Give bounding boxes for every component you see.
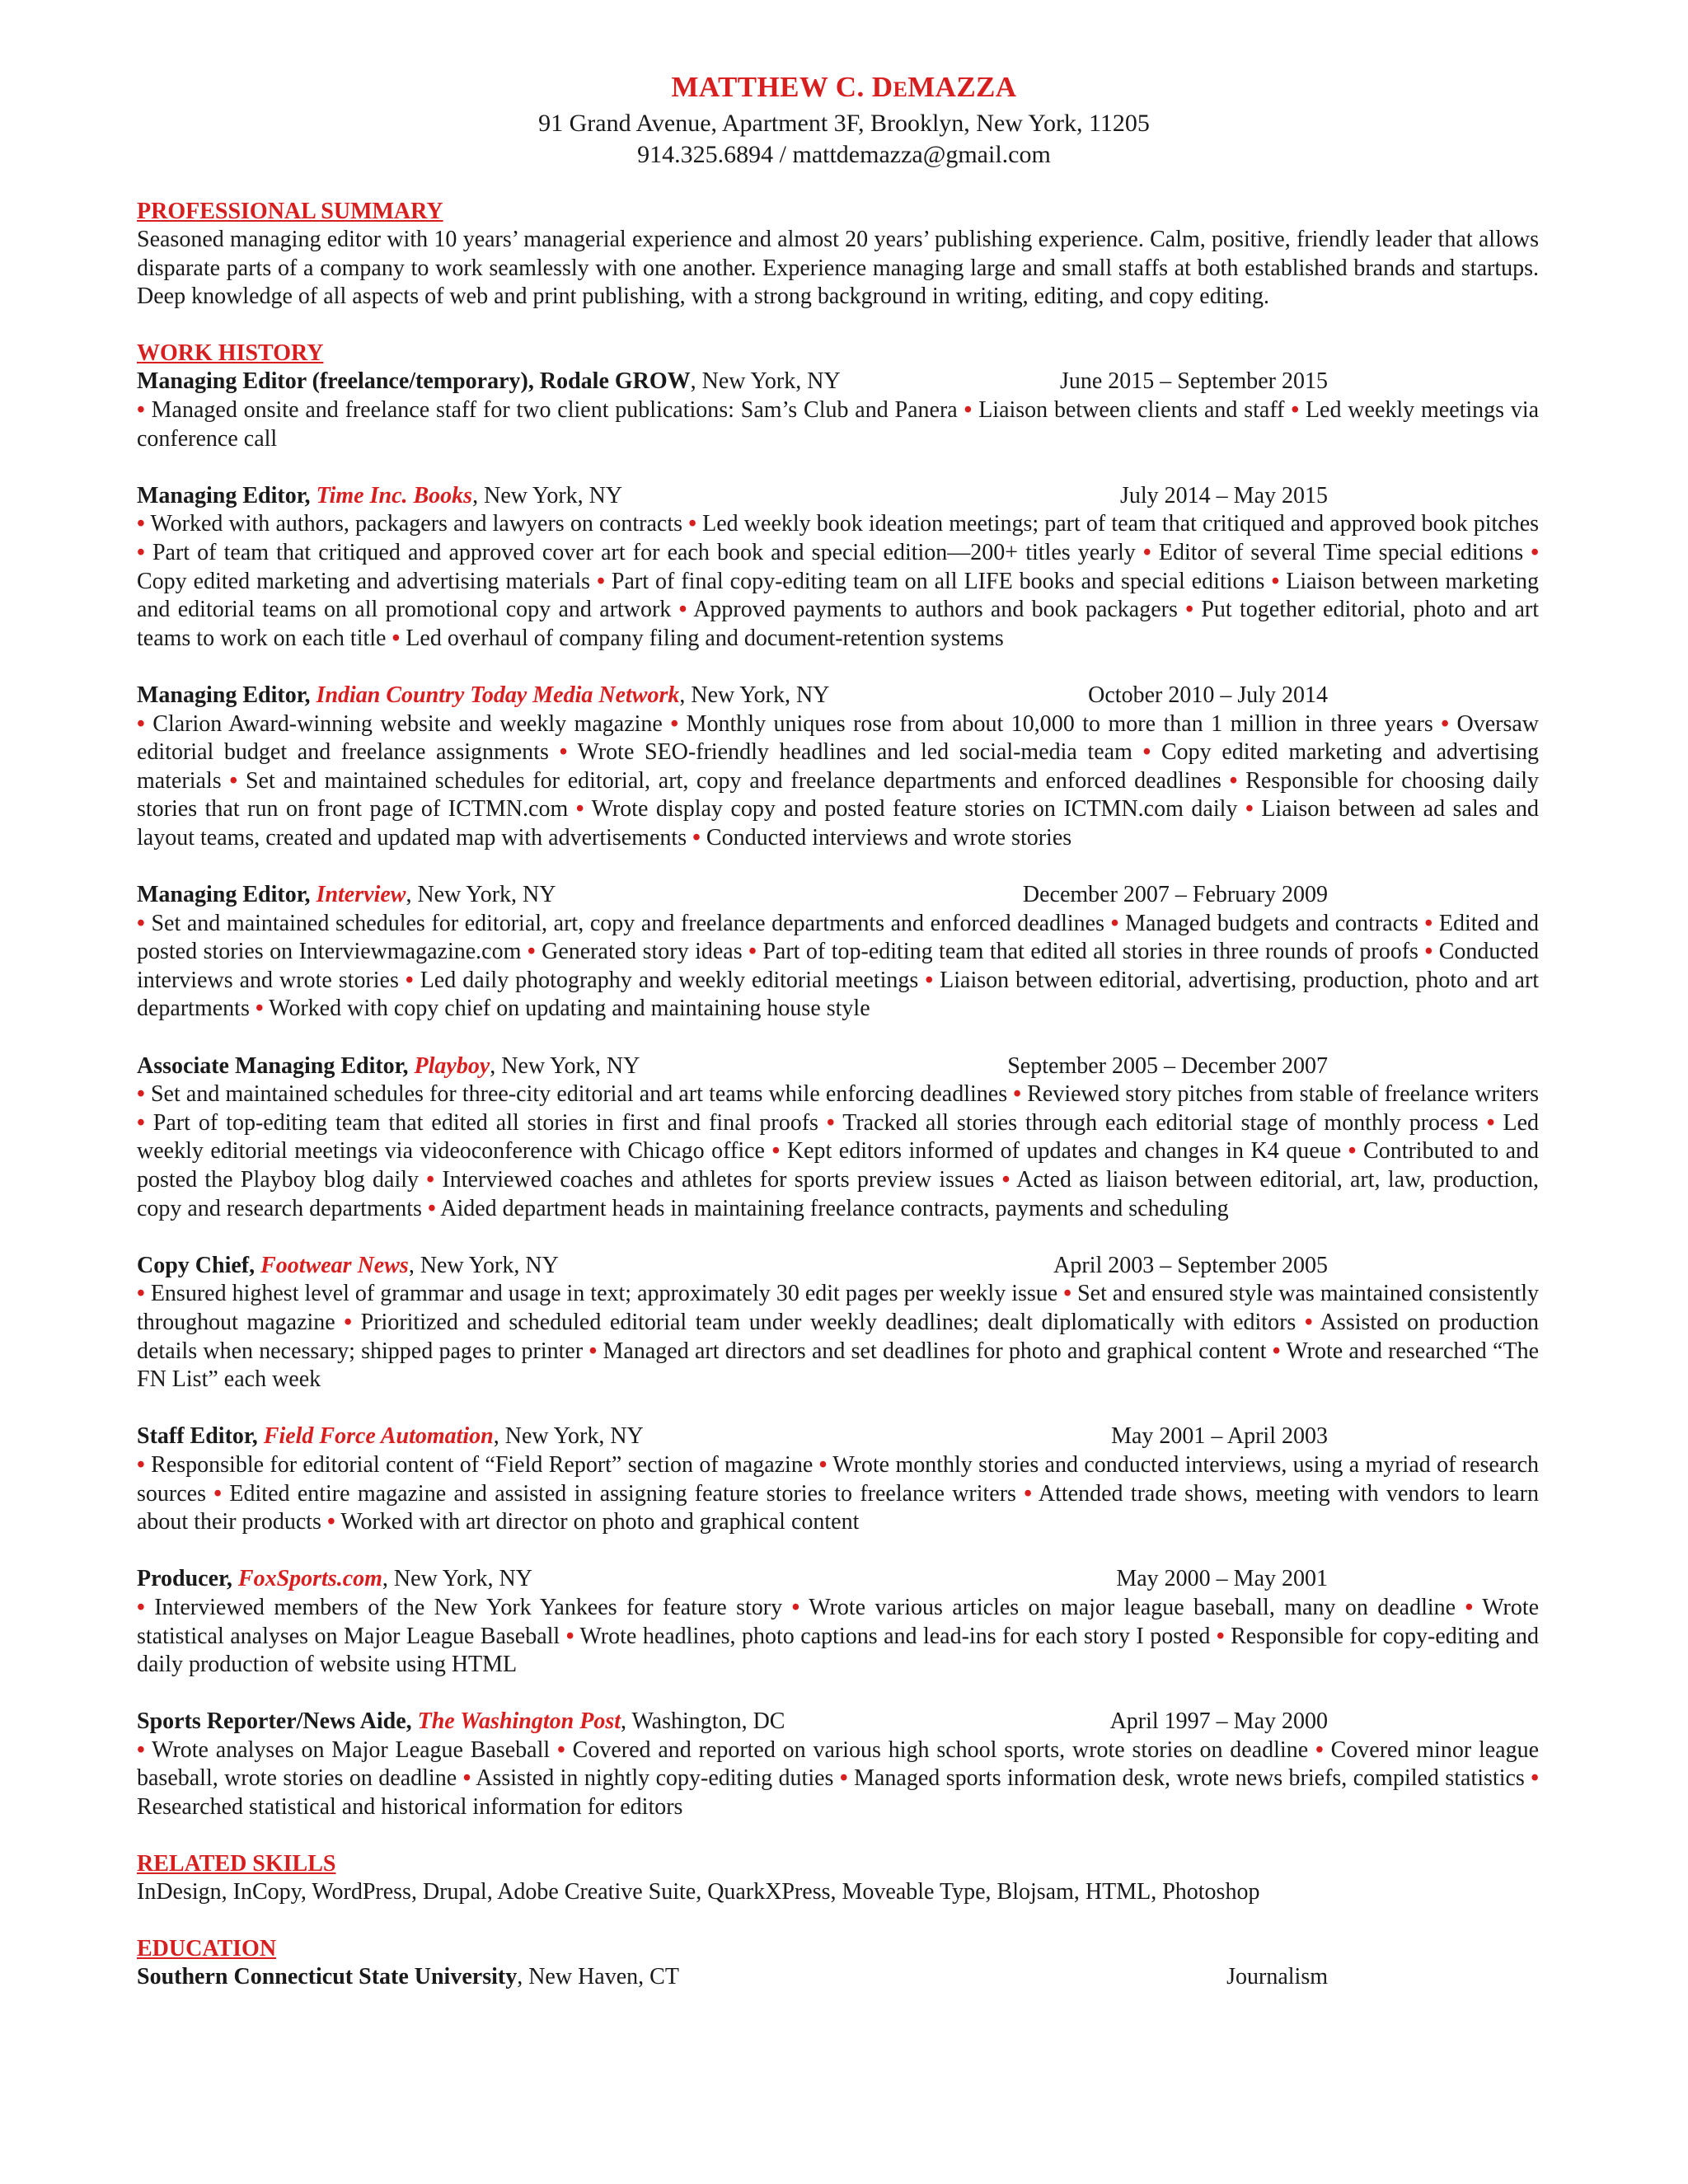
job-bullet: Part of team that critiqued and approved cover art for each book and special edition—200+ titles yearly — [152, 539, 1136, 565]
bullet-dot: • — [137, 710, 145, 737]
job-entry — [137, 682, 1539, 853]
job-bullet: Managed sports information desk, wrote news briefs, compiled statistics — [854, 1765, 1525, 1792]
job-title: Managing Editor, — [137, 882, 316, 908]
job-bullet: Set and maintained schedules for three-city editorial and art teams while enforcing deadlines — [150, 1081, 1008, 1108]
bullet-dot: • — [1063, 1281, 1072, 1307]
bullet-dot: • — [1024, 1480, 1033, 1507]
section-title-work-history: WORK HISTORY — [137, 340, 324, 367]
job-location: , New York, NY — [490, 1052, 640, 1079]
bullet-dot: • — [392, 625, 401, 651]
job-bullet: Conducted interviews and wrote stories — [137, 939, 1540, 993]
bullet-dot: • — [597, 568, 605, 594]
bullet-dot: • — [559, 739, 568, 766]
bullet-dot: • — [405, 967, 414, 993]
bullet-dot: • — [688, 511, 696, 537]
job-dates: May 2001 – April 2003 — [1111, 1423, 1328, 1450]
job-bullet: Clarion Award-winning website and weekly magazine — [152, 710, 663, 737]
job-title: Managing Editor, — [137, 682, 316, 708]
job-bullet: Part of final copy-editing team on all LIFE books and special editions — [611, 568, 1265, 594]
education-field: Journalism — [1226, 1964, 1328, 1990]
bullet-dot: • — [1142, 739, 1151, 766]
job-location: , New York, NY — [690, 368, 841, 395]
job-company: FoxSports.com — [237, 1566, 382, 1592]
job-bullet: Tracked all stories through each editorial stage of monthly process — [842, 1109, 1479, 1136]
bullet-dot: • — [964, 396, 973, 423]
job-title: Sports Reporter/News Aide, — [137, 1708, 418, 1735]
bullet-dot: • — [1142, 539, 1151, 565]
job-bullet: Liaison between clients and staff — [978, 396, 1285, 423]
section-title-skills: RELATED SKILLS — [137, 1851, 336, 1877]
name-part: MATTHEW C. D — [671, 71, 893, 103]
job-company: Interview — [316, 882, 406, 908]
bullet-dot: • — [137, 1281, 145, 1307]
job-bullet: Led overhaul of company filing and document-retention systems — [406, 625, 1004, 651]
job-bullet: Wrote and researched “The FN List” each week — [137, 1338, 1540, 1393]
bullet-dot: • — [791, 1594, 800, 1620]
bullet-dot: • — [462, 1765, 471, 1792]
job-bullet: Researched statistical and historical information for editors — [137, 1794, 683, 1821]
job-header — [137, 1422, 1539, 1451]
job-bullet: Interviewed members of the New York Yankees for feature story — [154, 1594, 783, 1620]
job-bullet: Edited entire magazine and assisted in assigning feature stories to freelance writers — [229, 1480, 1016, 1507]
bullet-dot: • — [1315, 1736, 1324, 1763]
job-bullet: Interviewed coaches and athletes for sports preview issues — [442, 1167, 995, 1193]
job-entry — [137, 1252, 1539, 1394]
job-entry — [137, 1422, 1539, 1536]
job-location: , New York, NY — [382, 1566, 532, 1592]
job-bullet: Worked with authors, packagers and lawyers on contracts — [150, 511, 683, 537]
job-bullet: Put together editorial, photo and art teams to work on each title — [137, 597, 1539, 651]
school-location: , New Haven, CT — [517, 1964, 679, 1990]
bullet-dot: • — [818, 1451, 828, 1478]
job-bullet: Copy edited marketing and advertising materials — [137, 568, 591, 594]
bullet-dot: • — [1271, 568, 1280, 594]
bullet-dot: • — [427, 1195, 436, 1221]
job-location: , New York, NY — [408, 1252, 559, 1278]
bullet-dot: • — [344, 1309, 353, 1335]
job-bullet: Generated story ideas — [542, 939, 743, 965]
job-bullet: Part of top-editing team that edited all stories in three rounds of proofs — [762, 939, 1418, 965]
bullet-dot: • — [1245, 796, 1254, 823]
job-bullets — [137, 710, 1539, 853]
bullet-dot: • — [557, 1736, 565, 1763]
job-bullet: Wrote headlines, photo captions and lead-ins for each story I posted — [579, 1623, 1211, 1649]
bullet-dot: • — [1486, 1109, 1495, 1136]
resume-body — [137, 198, 1539, 1992]
bullet-dot: • — [1272, 1338, 1281, 1364]
bullet-dot: • — [565, 1623, 574, 1649]
section-title-summary: PROFESSIONAL SUMMARY — [137, 199, 443, 224]
job-entry — [137, 482, 1539, 654]
job-bullet: Managed art directors and set deadlines for photo and graphical content — [603, 1338, 1267, 1364]
job-bullet: Kept editors informed of updates and changes in K4 queue — [786, 1138, 1342, 1165]
bullet-dot: • — [692, 824, 701, 851]
job-bullet: Liaison between marketing and editorial teams on all promotional copy and artwork — [137, 568, 1540, 623]
bullet-dot: • — [1110, 910, 1119, 936]
job-bullet: Wrote monthly stories and conducted interviews, using a myriad of research sources — [137, 1451, 1540, 1507]
job-entry — [137, 368, 1539, 453]
job-bullet: Acted as liaison between editorial, art, law, production, copy and research departments — [137, 1167, 1540, 1221]
job-bullet: Oversaw editorial budget and freelance assignments — [137, 710, 1540, 766]
bullet-dot: • — [1291, 396, 1300, 423]
job-bullet: Worked with copy chief on updating and maintaining house style — [269, 996, 870, 1022]
bullet-dot: • — [137, 539, 145, 565]
job-bullet: Led weekly editorial meetings via videoconference with Chicago office — [137, 1109, 1540, 1165]
contact-line: 914.325.6894 / mattdemazza@gmail.com — [637, 141, 1051, 168]
job-bullets — [137, 1594, 1539, 1680]
job-dates: October 2010 – July 2014 — [1088, 682, 1328, 708]
job-header — [137, 1052, 1539, 1081]
job-bullets — [137, 1080, 1539, 1223]
job-header — [137, 1708, 1539, 1736]
job-title: Managing Editor, — [137, 482, 316, 509]
job-bullet: Responsible for choosing daily stories that run on front page of ICTMN.com — [137, 767, 1540, 823]
job-title: Copy Chief, — [137, 1252, 261, 1278]
job-bullet: Wrote SEO-friendly headlines and led social-media team — [577, 739, 1132, 766]
job-company: Field Force Automation — [263, 1423, 494, 1450]
bullet-dot: • — [839, 1765, 848, 1792]
job-bullet: Managed onsite and freelance staff for two client publications: Sam’s Club and Panera — [151, 396, 958, 423]
job-header — [137, 368, 1539, 396]
job-bullet: Part of top-editing team that edited all stories in first and final proofs — [152, 1109, 818, 1136]
job-header — [137, 682, 1539, 710]
job-title: Staff Editor, — [137, 1423, 264, 1450]
bullet-dot: • — [229, 767, 238, 794]
job-dates: April 1997 – May 2000 — [1109, 1708, 1328, 1735]
job-location: , New York, NY — [493, 1423, 644, 1450]
section-title-education: EDUCATION — [137, 1936, 277, 1962]
bullet-dot: • — [1013, 1081, 1022, 1108]
job-bullet: Set and maintained schedules for editorial, art, copy and freelance departments and enforced deadlines — [245, 767, 1221, 794]
job-bullet: Managed budgets and contracts — [1125, 910, 1418, 936]
bullet-dot: • — [670, 710, 679, 737]
bullet-dot: • — [1229, 767, 1238, 794]
name-part-small: E — [893, 77, 908, 101]
bullet-dot: • — [1465, 1594, 1474, 1620]
bullet-dot: • — [1424, 910, 1433, 936]
job-dates: June 2015 – September 2015 — [1059, 368, 1328, 395]
job-bullet: Responsible for editorial content of “Field Report” section of magazine — [151, 1451, 814, 1478]
bullet-dot: • — [137, 396, 145, 423]
job-bullet: Wrote display copy and posted feature stories on ICTMN.com daily — [591, 796, 1238, 823]
bullet-dot: • — [575, 796, 584, 823]
bullet-dot: • — [137, 1736, 145, 1763]
job-bullet: Ensured highest level of grammar and usage in text; approximately 30 edit pages per weekly issue — [150, 1281, 1058, 1307]
job-header — [137, 881, 1539, 910]
job-bullet: Attended trade shows, meeting with vendors to learn about their products — [137, 1480, 1540, 1535]
job-bullet: Set and ensured style was maintained consistently throughout magazine — [137, 1281, 1540, 1335]
bullet-dot: • — [1001, 1167, 1010, 1193]
bullet-dot: • — [678, 597, 687, 623]
job-bullets — [137, 396, 1539, 453]
job-company: Playboy — [414, 1052, 490, 1079]
job-bullet: Reviewed story pitches from stable of freelance writers — [1027, 1081, 1540, 1108]
job-bullet: Wrote analyses on Major League Baseball — [152, 1736, 551, 1763]
bullet-dot: • — [527, 939, 536, 965]
job-bullet: Monthly uniques rose from about 10,000 to more than 1 million in three years — [686, 710, 1433, 737]
bullet-dot: • — [213, 1480, 223, 1507]
bullet-dot: • — [326, 1509, 335, 1535]
job-location: , New York, NY — [679, 682, 830, 708]
job-bullet: Wrote various articles on major league baseball, many on deadline — [809, 1594, 1456, 1620]
job-bullet: Aided department heads in maintaining freelance contracts, payments and scheduling — [440, 1195, 1229, 1221]
bullet-dot: • — [1185, 597, 1194, 623]
job-bullet: Set and maintained schedules for editorial, art, copy and freelance departments and enforced deadlines — [151, 910, 1104, 936]
job-company: Rodale GROW — [539, 368, 691, 395]
job-header — [137, 1565, 1539, 1594]
job-location: , New York, NY — [472, 482, 623, 509]
job-bullet: Led weekly meetings via conference call — [137, 396, 1540, 452]
job-bullet: Copy edited marketing and advertising materials — [137, 739, 1540, 794]
job-dates: April 2003 – September 2005 — [1053, 1252, 1328, 1278]
bullet-dot: • — [137, 1109, 145, 1136]
job-entry — [137, 1052, 1539, 1224]
candidate-name — [0, 69, 1688, 108]
bullet-dot: • — [826, 1109, 835, 1136]
job-company: Time Inc. Books — [316, 482, 473, 509]
job-bullet: Covered and reported on various high school sports, wrote stories on deadline — [572, 1736, 1309, 1763]
job-dates: September 2005 – December 2007 — [1007, 1052, 1328, 1079]
bullet-dot: • — [1441, 710, 1450, 737]
job-bullet: Assisted on production details when necessary; shipped pages to printer — [137, 1309, 1540, 1364]
job-bullet: Approved payments to authors and book packagers — [693, 597, 1178, 623]
bullet-dot: • — [1304, 1309, 1313, 1335]
bullet-dot: • — [137, 1081, 145, 1108]
job-dates: July 2014 – May 2015 — [1120, 482, 1328, 509]
job-header — [137, 1252, 1539, 1281]
bullet-dot: • — [771, 1138, 781, 1165]
job-bullet: Editor of several Time special editions — [1158, 539, 1524, 565]
summary-text: Seasoned managing editor with 10 years’ managerial experience and almost 20 years’ publishing experience. Calm, positive, friendly leader that allows disparate parts of a company to work seamlessly with one another. Experience managing large and small staffs at both established brands and startups. Deep knowledge of all aspects of web and print publishing, with a strong background in writing, editing, and copy editing. — [137, 227, 1539, 310]
job-bullets — [137, 1736, 1539, 1822]
job-bullets — [137, 910, 1539, 1024]
bullet-dot: • — [1531, 539, 1540, 565]
job-list — [137, 368, 1539, 1821]
job-entry — [137, 1708, 1539, 1821]
name-part: MAZZA — [907, 71, 1017, 103]
job-bullet: Assisted in nightly copy-editing duties — [476, 1765, 834, 1792]
job-bullet: Led daily photography and weekly editorial meetings — [420, 967, 919, 993]
bullet-dot: • — [1216, 1623, 1225, 1649]
bullet-dot: • — [1348, 1138, 1357, 1165]
job-bullets — [137, 1280, 1539, 1394]
bullet-dot: • — [1424, 939, 1433, 965]
job-location: , New York, NY — [406, 882, 556, 908]
bullet-dot: • — [1531, 1765, 1540, 1792]
bullet-dot: • — [748, 939, 757, 965]
resume-header — [0, 69, 1688, 171]
job-title: Producer, — [137, 1566, 238, 1592]
job-entry — [137, 1565, 1539, 1679]
job-bullet: Liaison between ad sales and layout teams, created and updated map with advertisements — [137, 796, 1540, 851]
job-bullets — [137, 510, 1539, 653]
bullet-dot: • — [137, 910, 145, 936]
job-bullet: Covered minor league baseball, wrote stories on deadline — [137, 1736, 1540, 1792]
address-line: 91 Grand Avenue, Apartment 3F, Brooklyn, New York, 11205 — [538, 110, 1150, 137]
job-dates: December 2007 – February 2009 — [1022, 882, 1328, 908]
bullet-dot: • — [588, 1338, 598, 1364]
job-location: , Washington, DC — [621, 1708, 785, 1735]
job-bullets — [137, 1451, 1539, 1537]
job-bullet: Conducted interviews and wrote stories — [706, 824, 1072, 851]
job-bullet: Prioritized and scheduled editorial team under weekly deadlines; dealt diplomatically with editors — [360, 1309, 1296, 1335]
skills-text: InDesign, InCopy, WordPress, Drupal, Adobe Creative Suite, QuarkXPress, Moveable Type, Blojsam, HTML, Photoshop — [137, 1879, 1260, 1905]
job-company: The Washington Post — [417, 1708, 621, 1735]
job-bullet: Liaison between editorial, advertising, production, photo and art departments — [137, 967, 1540, 1022]
bullet-dot: • — [255, 996, 264, 1022]
job-company: Footwear News — [260, 1252, 409, 1278]
job-bullet: Contributed to and posted the Playboy blog daily — [137, 1138, 1540, 1193]
job-header — [137, 482, 1539, 511]
job-bullet: Led weekly book ideation meetings; part of team that critiqued and approved book pitches — [702, 511, 1540, 537]
job-bullet: Responsible for copy-editing and daily production of website using HTML — [137, 1623, 1540, 1678]
school-name: Southern Connecticut State University — [137, 1964, 518, 1990]
bullet-dot: • — [426, 1167, 435, 1193]
bullet-dot: • — [925, 967, 934, 993]
job-bullet: Wrote statistical analyses on Major League Baseball — [137, 1594, 1540, 1649]
bullet-dot: • — [137, 511, 145, 537]
job-bullet: Worked with art director on photo and graphical content — [340, 1509, 860, 1535]
education-entry — [137, 1963, 1539, 1992]
job-dates: May 2000 – May 2001 — [1116, 1566, 1328, 1592]
job-bullet: Edited and posted stories on Interviewmagazine.com — [137, 910, 1540, 965]
bullet-dot: • — [137, 1451, 145, 1478]
job-title: Associate Managing Editor, — [137, 1052, 415, 1079]
job-title: Managing Editor (freelance/temporary), — [137, 368, 540, 395]
bullet-dot: • — [137, 1594, 145, 1620]
job-company: Indian Country Today Media Network — [316, 682, 680, 708]
job-entry — [137, 881, 1539, 1024]
